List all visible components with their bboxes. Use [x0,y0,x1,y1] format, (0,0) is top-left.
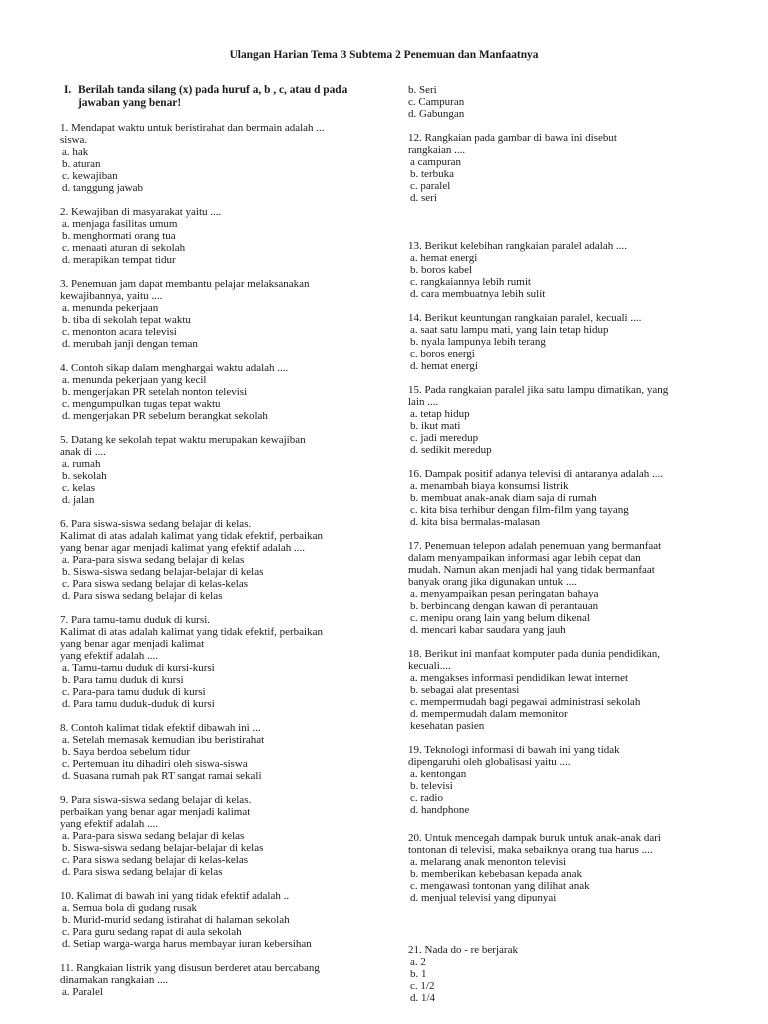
answer-option: d. hemat energi [410,360,478,372]
question-stem: 7. Para tamu-tamu duduk di kursi. Kalimat di atas adalah kalimat yang tidak efektif, perbaikan yang benar agar menjadi kalimat yang efektif adalah .... [60,614,323,662]
answer-option: d. Gabungan [408,108,465,120]
answer-option: b. 1 [410,968,427,980]
question-item [408,312,712,372]
answer-option: c. Campuran [408,96,465,108]
question-stem: 21. Nada do - re berjarak [408,944,518,956]
answer-option: a. menjaga fasilitas umum [62,218,178,230]
question-item [60,122,364,194]
question-item [408,468,712,528]
question-stem: 18. Berikut ini manfaat komputer pada dunia pendidikan, kecuali.... [408,648,661,672]
answer-option: d. menjual televisi yang dipunyai [410,892,557,904]
answer-option: b. Murid-murid sedang istirahat di halaman sekolah [62,914,290,926]
answer-option: c. kelas [62,482,95,494]
left-question-list [60,122,364,998]
answer-option: b. Seri [408,84,437,96]
instruction [60,84,364,110]
answer-option: d. kita bisa bermalas-malasan [410,516,541,528]
answer-option: c. Para siswa sedang belajar di kelas-kelas [62,578,249,590]
answer-option: kesehatan pasien [410,720,485,732]
question-stem: 15. Pada rangkaian paralel jika satu lampu dimatikan, yang lain .... [408,384,669,408]
question-item [60,962,364,998]
answer-option: c. radio [410,792,443,804]
question-item [60,206,364,266]
right-question-list [408,132,712,1004]
answer-option: c. kita bisa terhibur dengan film-film yang tayang [410,504,629,516]
answer-option: a. menunda pekerjaan [62,302,159,314]
right-column [408,84,712,1016]
answer-option: a. Para-para siswa sedang belajar di kelas [62,554,245,566]
answer-option: d. seri [410,192,437,204]
left-column [60,84,364,1010]
answer-option: a. hak [62,146,89,158]
question-stem: 6. Para siswa-siswa sedang belajar di kelas. Kalimat di atas adalah kalimat yang tidak efektif, perbaikan yang benar agar menjadi kalimat yang efektif adalah .... [60,518,323,554]
question-stem: 12. Rangkaian pada gambar di bawa ini disebut rangkaian .... [408,132,617,156]
answer-option: d. tanggung jawab [62,182,143,194]
answer-option: b. sebagai alat presentasi [410,684,520,696]
answer-option: d. cara membuatnya lebih sulit [410,288,546,300]
answer-option: c. jadi meredup [410,432,479,444]
answer-option: a. mengakses informasi pendidikan lewat internet [410,672,629,684]
answer-option: c. menipu orang lain yang belum dikenal [410,612,590,624]
question-stem: 11. Rangkaian listrik yang disusun berderet atau bercabang dinamakan rangkaian .... [60,962,320,986]
question-11-continued [408,84,712,120]
answer-option: c. boros energi [410,348,475,360]
answer-option: a. hemat energi [410,252,478,264]
answer-option: d. handphone [410,804,470,816]
answer-option: c. mengumpulkan tugas tepat waktu [62,398,221,410]
answer-option: c. Para siswa sedang belajar di kelas-kelas [62,854,249,866]
question-11-continued-options [408,84,712,120]
answer-option: d. Para tamu duduk-duduk di kursi [62,698,215,710]
question-item [408,540,712,636]
answer-option: b. boros kabel [410,264,473,276]
instruction-text: Berilah tanda silang (x) pada huruf a, b , c, atau d pada jawaban yang benar! [78,84,348,109]
question-item [60,614,364,710]
answer-option: b. ikut mati [410,420,461,432]
answer-option: b. mengerjakan PR setelah nonton televisi [62,386,248,398]
question-stem: 3. Penemuan jam dapat membantu pelajar melaksanakan kewajibannya, yaitu .... [60,278,310,302]
question-item [60,518,364,602]
answer-option: a. 2 [410,956,426,968]
answer-option: b. tiba di sekolah tepat waktu [62,314,191,326]
answer-option: a. menyampaikan pesan peringatan bahaya [410,588,599,600]
question-item [60,890,364,950]
answer-option: a. kentongan [410,768,467,780]
answer-option: a campuran [410,156,461,168]
answer-option: a. Para-para siswa sedang belajar di kelas [62,830,245,842]
question-item [408,744,712,816]
question-item [60,362,364,422]
answer-option: c. paralel [410,180,451,192]
answer-option: b. terbuka [410,168,454,180]
question-stem: 1. Mendapat waktu untuk beristirahat dan bermain adalah ... siswa. [60,122,325,146]
question-item [60,722,364,782]
question-item [408,132,712,204]
answer-option: d. merapikan tempat tidur [62,254,176,266]
answer-option: c. Para-para tamu duduk di kursi [62,686,206,698]
answer-option: c. mengawasi tontonan yang dilihat anak [410,880,590,892]
answer-option: b. Siswa-siswa sedang belajar-belajar di kelas [62,842,264,854]
answer-option: b. Saya berdoa sebelum tidur [62,746,190,758]
question-stem: 13. Berikut kelebihan rangkaian paralel adalah .... [408,240,627,252]
answer-option: d. merubah janji dengan teman [62,338,198,350]
answer-option: c. menonton acara televisi [62,326,177,338]
answer-option: d. mencari kabar saudara yang jauh [410,624,566,636]
question-stem: 2. Kewajiban di masyarakat yaitu .... [60,206,222,218]
answer-option: a. Tamu-tamu duduk di kursi-kursi [62,662,215,674]
answer-option: b. sekolah [62,470,107,482]
answer-option: b. televisi [410,780,453,792]
question-stem: 14. Berikut keuntungan rangkaian paralel, kecuali .... [408,312,642,324]
question-item [408,240,712,300]
answer-option: b. aturan [62,158,101,170]
question-stem: 20. Untuk mencegah dampak buruk untuk anak-anak dari tontonan di televisi, maka sebaiknya orang tua harus .... [408,832,661,856]
answer-option: c. mempermudah bagi pegawai administrasi sekolah [410,696,641,708]
question-stem: 16. Dampak positif adanya televisi di antaranya adalah .... [408,468,664,480]
answer-option: d. mengerjakan PR sebelum berangkat sekolah [62,410,268,422]
question-item [408,648,712,732]
question-item [408,384,712,456]
answer-option: d. Setiap warga-warga harus membayar iuran kebersihan [62,938,312,950]
answer-option: d. jalan [62,494,95,506]
question-stem: 9. Para siswa-siswa sedang belajar di kelas. perbaikan yang benar agar menjadi kalimat yang efektif adalah .... [60,794,252,830]
question-item [60,434,364,506]
answer-option: a. saat satu lampu mati, yang lain tetap hidup [410,324,609,336]
answer-option: b. menghormati orang tua [62,230,176,242]
question-item [408,944,712,1004]
answer-option: c. menaati aturan di sekolah [62,242,186,254]
answer-option: a. Semua bola di gudang rusak [62,902,198,914]
answer-option: a. Paralel [62,986,103,998]
answer-option: c. kewajiban [62,170,118,182]
answer-option: b. nyala lampunya lebih terang [410,336,546,348]
answer-option: d. Para siswa sedang belajar di kelas [62,866,223,878]
question-stem: 5. Datang ke sekolah tepat waktu merupakan kewajiban anak di .... [60,434,306,458]
answer-option: b. Siswa-siswa sedang belajar-belajar di kelas [62,566,264,578]
question-item [60,278,364,350]
answer-option: d. Para siswa sedang belajar di kelas [62,590,223,602]
answer-option: d. mempermudah dalam memonitor [410,708,568,720]
answer-option: c. rangkaiannya lebih rumit [410,276,531,288]
answer-option: c. 1/2 [410,980,435,992]
answer-option: a. menambah biaya konsumsi listrik [410,480,569,492]
question-stem: 10. Kalimat di bawah ini yang tidak efektif adalah .. [60,890,290,902]
answer-option: a. Setelah memasak kemudian ibu beristirahat [62,734,265,746]
question-stem: 19. Teknologi informasi di bawah ini yang tidak dipengaruhi oleh globalisasi yaitu .... [408,744,620,768]
answer-option: b. berbincang dengan kawan di perantauan [410,600,599,612]
answer-option: d. 1/4 [410,992,436,1004]
answer-option: a. rumah [62,458,101,470]
question-stem: 4. Contoh sikap dalam menghargai waktu adalah .... [60,362,289,374]
question-stem: 8. Contoh kalimat tidak efektif dibawah ini ... [60,722,261,734]
answer-option: c. Para guru sedang rapat di aula sekolah [62,926,242,938]
page-title: Ulangan Harian Tema 3 Subtema 2 Penemuan dan Manfaatnya [229,49,539,61]
question-item [60,794,364,878]
answer-option: d. sedikit meredup [410,444,492,456]
answer-option: a. menunda pekerjaan yang kecil [62,374,207,386]
answer-option: a. tetap hidup [410,408,470,420]
answer-option: b. membuat anak-anak diam saja di rumah [410,492,597,504]
question-item [408,832,712,904]
answer-option: a. melarang anak menonton televisi [410,856,567,868]
answer-option: c. Pertemuan itu dihadiri oleh siswa-siswa [62,758,248,770]
question-stem: 17. Penemuan telepon adalah penemuan yang bermanfaat dalam menyampaikan informasi agar lebih cepat dan mudah. Namun akan menjadi hal yang tidak bermanfaat banyak orang jika digunakan untuk .... [408,540,662,588]
answer-option: d. Suasana rumah pak RT sangat ramai sekali [62,770,262,782]
answer-option: b. memberikan kebebasan kepada anak [410,868,582,880]
answer-option: b. Para tamu duduk di kursi [62,674,184,686]
instruction-number: I. [64,84,72,96]
